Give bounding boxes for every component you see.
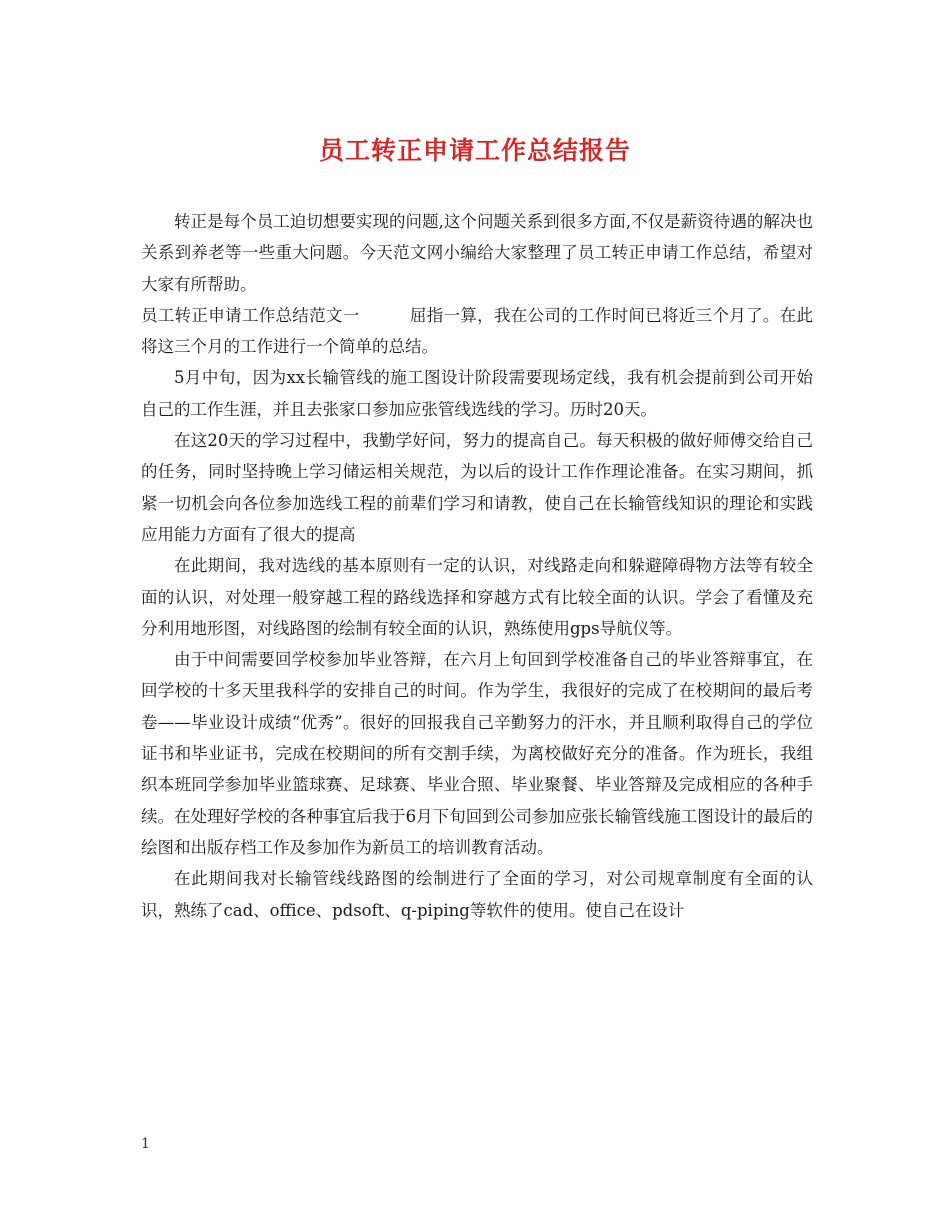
page-number: 1 bbox=[141, 1136, 150, 1152]
paragraph: 在此期间，我对选线的基本原则有一定的认识，对线路走向和躲避障碍物方法等有较全面的认识，对处理一般穿越工程的路线选择和穿越方式有比较全面的认识。学会了看懂及充分利用地形图，对线路图的绘制有较全面的认识，熟练使用gps导航仪等。 bbox=[141, 556, 813, 638]
paragraph: 由于中间需要回学校参加毕业答辩，在六月上旬回到学校准备自己的毕业答辩事宜，在回学校的十多天里我科学的安排自己的时间。作为学生，我很好的完成了在校期间的最后考卷——毕业设计成绩“优秀”。很好的回报我自己辛勤努力的汗水，并且顺利取得自己的学位证书和毕业证书，完成在校期间的所有交割手续，为离校做好充分的准备。作为班长，我组织本班同学参加毕业篮球赛、足球赛、毕业合照、毕业聚餐、毕业答辩及完成相应的各种手续。在处理好学校的各种事宜后我于6月下旬回到公司参加应张长输管线施工图设计的最后的绘图和出版存档工作及参加作为新员工的培训教育活动。 bbox=[141, 650, 813, 857]
document-title: 员工转正申请工作总结报告 bbox=[318, 136, 631, 165]
paragraph: 转正是每个员工迫切想要实现的问题,这个问题关系到很多方面,不仅是薪资待遇的解决也关系到养老等一些重大问题。今天范文网小编给大家整理了员工转正申请工作总结，希望对大家有所帮助。 bbox=[141, 212, 813, 294]
paragraph: 员工转正申请工作总结范文一 屈指一算，我在公司的工作时间已将近三个月了。在此将这三个月的工作进行一个简单的总结。 bbox=[141, 305, 813, 357]
paragraph: 5月中旬，因为xx长输管线的施工图设计阶段需要现场定线，我有机会提前到公司开始自己的工作生涯，并且去张家口参加应张管线选线的学习。历时20天。 bbox=[141, 368, 813, 419]
paragraph: 在此期间我对长输管线线路图的绘制进行了全面的学习，对公司规章制度有全面的认识，熟练了cad、office、pdsoft、q-piping等软件的使用。使自己在设计 bbox=[141, 869, 813, 920]
paragraph: 在这20天的学习过程中，我勤学好问，努力的提高自己。每天积极的做好师傅交给自己的任务，同时坚持晚上学习储运相关规范，为以后的设计工作作理论准备。在实习期间，抓紧一切机会向各位参加选线工程的前辈们学习和请教，使自己在长输管线知识的理论和实践应用能力方面有了很大的提高 bbox=[141, 431, 813, 544]
document-body bbox=[141, 206, 813, 926]
